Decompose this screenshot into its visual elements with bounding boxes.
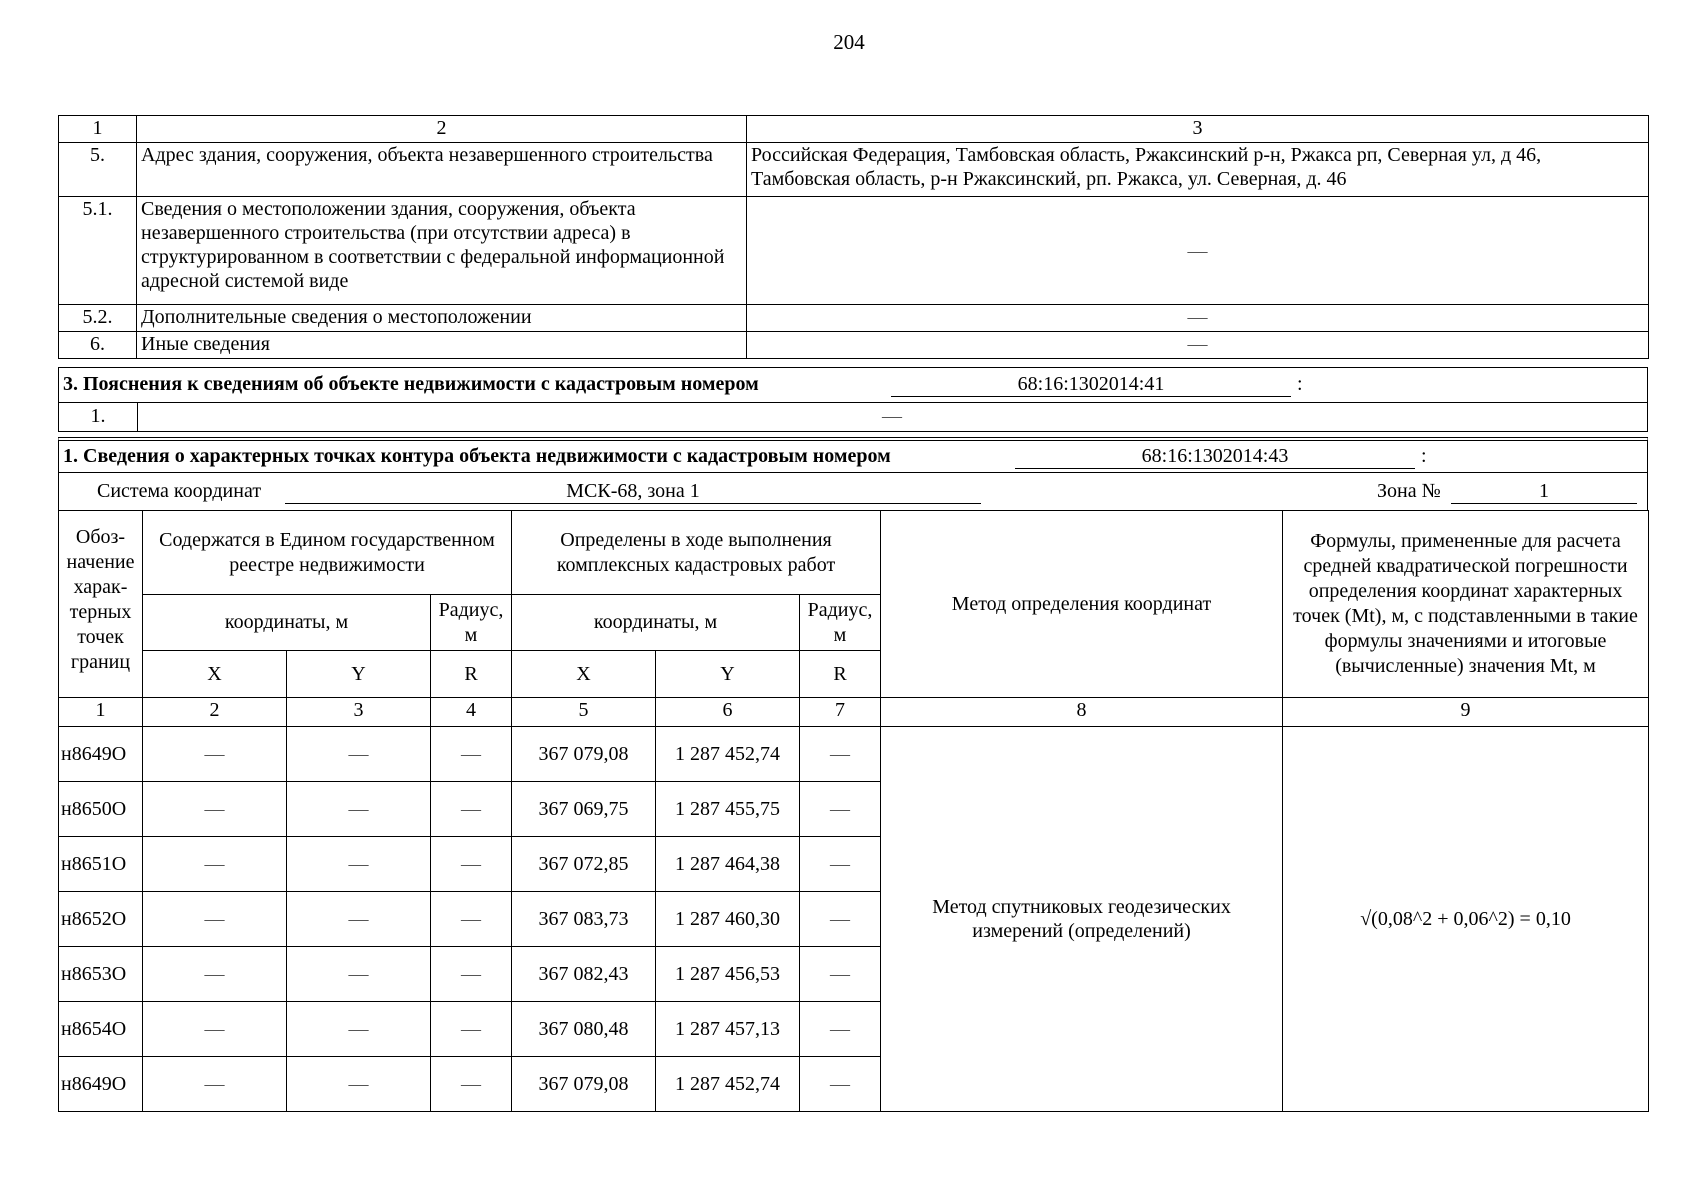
method-cell: Метод спутниковых геодезических измерений (определений) xyxy=(881,727,1283,1112)
coordinate-system-bar xyxy=(58,472,1648,511)
section3-cadastral-number: 68:16:1302014:41 xyxy=(891,372,1291,397)
egrn-r-cell: — xyxy=(431,1002,512,1057)
col-number: 8 xyxy=(881,698,1283,727)
egrn-x-cell: — xyxy=(143,837,287,892)
row-number: 5.1. xyxy=(59,197,137,305)
radius-cell: — xyxy=(800,837,881,892)
radius-cell: — xyxy=(800,1057,881,1112)
egrn-x-cell: — xyxy=(143,892,287,947)
egrn-x-cell: — xyxy=(143,1057,287,1112)
section1-colon: : xyxy=(1421,445,1427,467)
table-row xyxy=(59,727,1649,782)
header-row xyxy=(59,116,1649,143)
col-number: 1 xyxy=(59,698,143,727)
works-header: Определены в ходе выполнения комплексных кадастровых работ xyxy=(512,511,881,595)
zone-label: Зона № xyxy=(1377,480,1441,502)
col-number: 7 xyxy=(800,698,881,727)
point-label: н8652О xyxy=(59,892,143,947)
section3-row xyxy=(58,402,1648,432)
works-coords-header: координаты, м xyxy=(512,595,800,651)
row-number: 5. xyxy=(59,143,137,197)
section3-row-value: — xyxy=(882,405,902,427)
egrn-r-cell: — xyxy=(431,1057,512,1112)
egrn-r-cell: — xyxy=(431,947,512,1002)
coordinate-system-value: МСК-68, зона 1 xyxy=(285,480,981,504)
col-3-header: 3 xyxy=(747,116,1649,143)
egrn-x-cell: — xyxy=(143,782,287,837)
egrn-x-cell: — xyxy=(143,947,287,1002)
section1-title: 1. Сведения о характерных точках контура объекта недвижимости с кадастровым номером xyxy=(63,445,891,467)
col-number: 5 xyxy=(512,698,656,727)
object-info-table xyxy=(58,115,1649,359)
row-label: Адрес здания, сооружения, объекта незавершенного строительства xyxy=(137,143,747,197)
row-value: Российская Федерация, Тамбовская область, Ржаксинский р-н, Ржакса рп, Северная ул, д 46, Тамбовская область, р-н Ржаксинский, рп. Ржакса, ул. Северная, д. 46 xyxy=(747,143,1649,197)
egrn-y-cell: — xyxy=(287,1057,431,1112)
col-1-header: 1 xyxy=(59,116,137,143)
table-row xyxy=(59,143,1649,197)
x-coordinate: 367 079,08 xyxy=(512,1057,656,1112)
radius-cell: — xyxy=(800,782,881,837)
col-2-header: 2 xyxy=(137,116,747,143)
radius-cell: — xyxy=(800,1002,881,1057)
section1-title-bar xyxy=(58,437,1648,473)
point-label: н8650О xyxy=(59,782,143,837)
section3-title: 3. Пояснения к сведениям об объекте недвижимости с кадастровым номером xyxy=(63,373,759,395)
table-row xyxy=(59,332,1649,359)
x-coordinate: 367 069,75 xyxy=(512,782,656,837)
row-label: Дополнительные сведения о местоположении xyxy=(137,305,747,332)
point-label: н8653О xyxy=(59,947,143,1002)
radius-cell: — xyxy=(800,727,881,782)
table-row xyxy=(59,197,1649,305)
egrn-y-cell: — xyxy=(287,892,431,947)
header-row xyxy=(59,511,1649,595)
y-coordinate: 1 287 456,53 xyxy=(656,947,800,1002)
col-number: 9 xyxy=(1283,698,1649,727)
characteristic-points-table xyxy=(58,510,1649,1112)
x-coordinate: 367 072,85 xyxy=(512,837,656,892)
formula-cell: √(0,08^2 + 0,06^2) = 0,10 xyxy=(1283,727,1649,1112)
y-coordinate: 1 287 455,75 xyxy=(656,782,800,837)
table-row xyxy=(59,305,1649,332)
point-label: н8651О xyxy=(59,837,143,892)
zone-value: 1 xyxy=(1451,480,1637,504)
egrn-radius-header: Радиус, м xyxy=(431,595,512,651)
radius-cell: — xyxy=(800,892,881,947)
egrn-y-cell: — xyxy=(287,1002,431,1057)
row-number: 5.2. xyxy=(59,305,137,332)
page-number: 204 xyxy=(833,30,865,54)
egrn-y-cell: — xyxy=(287,837,431,892)
egrn-x-cell: — xyxy=(143,1002,287,1057)
y-coordinate: 1 287 452,74 xyxy=(656,727,800,782)
egrn-y-cell: — xyxy=(287,727,431,782)
x-coordinate: 367 079,08 xyxy=(512,727,656,782)
egrn-r-header: R xyxy=(431,651,512,698)
egrn-r-cell: — xyxy=(431,892,512,947)
section3-title-bar xyxy=(58,367,1648,403)
works-x-header: X xyxy=(512,651,656,698)
works-radius-header: Радиус, м xyxy=(800,595,881,651)
section3-row-number: 1. xyxy=(90,405,106,427)
y-coordinate: 1 287 452,74 xyxy=(656,1057,800,1112)
col-number: 2 xyxy=(143,698,287,727)
point-label: н8649О xyxy=(59,1057,143,1112)
row-label: Иные сведения xyxy=(137,332,747,359)
designation-header: Обоз-начение харак-терных точек границ xyxy=(59,511,143,698)
row-value: — xyxy=(747,305,1649,332)
egrn-coords-header: координаты, м xyxy=(143,595,431,651)
x-coordinate: 367 080,48 xyxy=(512,1002,656,1057)
egrn-y-cell: — xyxy=(287,782,431,837)
row-label: Сведения о местоположении здания, сооружения, объекта незавершенного строительства (при отсутствии адреса) в структурированном в соответствии с федеральной информационной адресной системой виде xyxy=(137,197,747,305)
method-header: Метод определения координат xyxy=(881,511,1283,698)
egrn-y-header: Y xyxy=(287,651,431,698)
point-label: н8649О xyxy=(59,727,143,782)
works-r-header: R xyxy=(800,651,881,698)
x-coordinate: 367 082,43 xyxy=(512,947,656,1002)
column-number-row xyxy=(59,698,1649,727)
row-value: — xyxy=(747,332,1649,359)
y-coordinate: 1 287 464,38 xyxy=(656,837,800,892)
egrn-header: Содержатся в Едином государственном реестре недвижимости xyxy=(143,511,512,595)
points-body xyxy=(59,727,1649,1112)
point-label: н8654О xyxy=(59,1002,143,1057)
egrn-r-cell: — xyxy=(431,782,512,837)
col-number: 3 xyxy=(287,698,431,727)
egrn-r-cell: — xyxy=(431,837,512,892)
col-number: 6 xyxy=(656,698,800,727)
coordinate-system-label: Система координат xyxy=(97,480,262,502)
y-coordinate: 1 287 457,13 xyxy=(656,1002,800,1057)
x-coordinate: 367 083,73 xyxy=(512,892,656,947)
y-coordinate: 1 287 460,30 xyxy=(656,892,800,947)
egrn-x-cell: — xyxy=(143,727,287,782)
egrn-r-cell: — xyxy=(431,727,512,782)
section3-colon: : xyxy=(1297,373,1303,395)
works-y-header: Y xyxy=(656,651,800,698)
egrn-y-cell: — xyxy=(287,947,431,1002)
section1-cadastral-number: 68:16:1302014:43 xyxy=(1015,444,1415,469)
egrn-x-header: X xyxy=(143,651,287,698)
row-number: 6. xyxy=(59,332,137,359)
radius-cell: — xyxy=(800,947,881,1002)
row-value: — xyxy=(747,197,1649,305)
col-number: 4 xyxy=(431,698,512,727)
formula-header: Формулы, примененные для расчета средней квадратической погрешности определения координат характерных точек (Mt), м, с подставленными в такие формулы значениями и итоговые (вычисленные) значения Mt, м xyxy=(1283,511,1649,698)
